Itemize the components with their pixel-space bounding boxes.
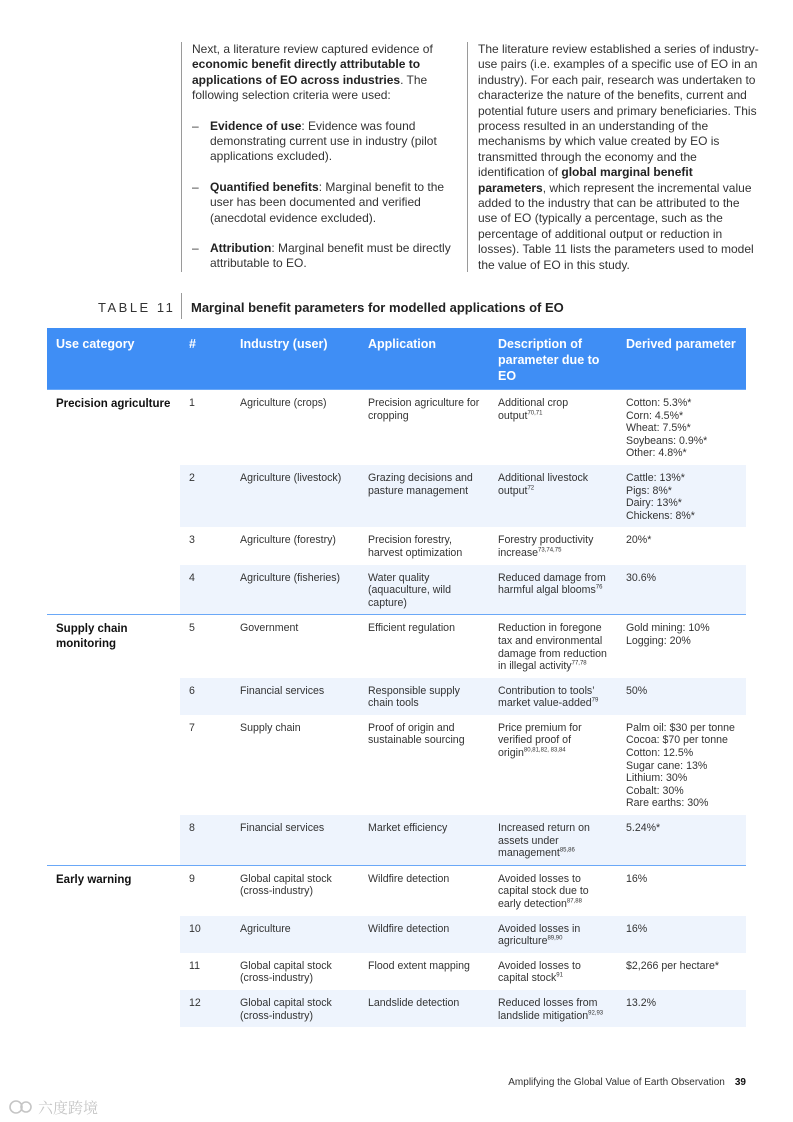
reference-superscript: 85,86: [559, 847, 575, 854]
parameter-line: Chickens: 8%*: [626, 509, 695, 522]
caption-divider: [181, 293, 182, 319]
reference-superscript: 70,71: [527, 410, 543, 417]
table-row: [47, 865, 746, 915]
industry-cell: Agriculture (livestock): [231, 465, 359, 527]
description-cell: [489, 465, 617, 527]
page-footer: [508, 1077, 746, 1088]
derived-parameter-cell: [617, 916, 746, 953]
parameter-line: Rare earths: 30%: [626, 797, 709, 810]
description-cell: [489, 953, 617, 990]
derived-parameter-cell: [617, 615, 746, 678]
description-text: Additional crop output: [498, 397, 569, 422]
reference-superscript: 92,93: [588, 1010, 604, 1017]
parameter-line: Cattle: 13%*: [626, 471, 685, 484]
description-cell: [489, 565, 617, 615]
intro-left-column: [181, 42, 464, 272]
intro-right-column: [467, 42, 760, 272]
marginal-benefit-table: [47, 328, 746, 1027]
use-category-cell: Precision agriculture: [47, 390, 180, 615]
parameter-line: 20%*: [626, 534, 652, 547]
table-row: [47, 390, 746, 465]
parameter-line: Cotton: 12.5%: [626, 747, 694, 760]
header-number: #: [180, 328, 231, 390]
description-cell: [489, 865, 617, 915]
industry-cell: Agriculture (crops): [231, 390, 359, 465]
industry-cell: Global capital stock (cross-industry): [240, 959, 332, 985]
application-cell: Proof of origin and sustainable sourcing: [368, 721, 465, 747]
row-number-cell: 6: [180, 678, 231, 715]
footer-title: Amplifying the Global Value of Earth Observation: [508, 1077, 725, 1088]
parameter-line: Palm oil: $30 per tonne: [626, 721, 735, 734]
reference-superscript: 79: [591, 697, 599, 704]
table-label: TABLE 11: [98, 300, 176, 315]
parameter-line: Gold mining: 10%: [626, 622, 710, 635]
description-text: Increased return on assets under management: [498, 822, 590, 860]
parameter-line: Sugar cane: 13%: [626, 759, 708, 772]
parameter-line: Corn: 4.5%*: [626, 409, 684, 422]
industry-cell: Government: [231, 615, 359, 678]
derived-parameter-cell: [617, 990, 746, 1027]
reference-superscript: 76: [595, 584, 603, 591]
row-number-cell: 10: [180, 916, 231, 953]
industry-cell: Global capital stock (cross-industry): [231, 990, 359, 1027]
derived-parameter-cell: [617, 390, 746, 465]
reference-superscript: 87,88: [566, 898, 582, 905]
parameter-line: Other: 4.8%*: [626, 447, 687, 460]
application-cell: Landslide detection: [359, 990, 489, 1027]
header-derived-parameter: Derived parameter: [617, 328, 746, 390]
derived-parameter-cell: [617, 953, 746, 990]
description-cell: [489, 390, 617, 465]
description-text: Reduction in foregone tax and environmental damage from reduction in illegal activity: [498, 622, 607, 673]
reference-superscript: 72: [527, 485, 535, 492]
application-cell: Precision agriculture for cropping: [359, 390, 489, 465]
application-cell: Responsible supply chain tools: [359, 678, 489, 715]
parameter-line: Soybeans: 0.9%*: [626, 434, 708, 447]
derived-parameter-cell: [617, 715, 746, 815]
industry-cell: Agriculture (forestry): [240, 534, 336, 547]
row-number-cell: 4: [180, 565, 231, 615]
application-cell: Water quality (aquaculture, wild capture): [359, 565, 489, 615]
application-cell: Flood extent mapping: [368, 959, 470, 972]
parameter-line: 13.2%: [626, 996, 657, 1009]
derived-parameter-cell: [617, 865, 746, 915]
parameter-line: Wheat: 7.5%*: [626, 422, 691, 435]
parameter-line: 16%: [626, 872, 648, 885]
header-description: Description of parameter due to EO: [489, 328, 617, 390]
application-cell: Wildfire detection: [359, 916, 489, 953]
parameter-line: Pigs: 8%*: [626, 484, 672, 497]
use-category-cell: Supply chain monitoring: [47, 615, 180, 866]
industry-cell: Financial services: [231, 678, 359, 715]
criterion-quantified-benefits: – Quantified benefits: Marginal benefit to the user has been documented and verified (anecdotal evidence excluded).: [192, 179, 445, 225]
description-cell: [489, 615, 617, 678]
table-title: Marginal benefit parameters for modelled applications of EO: [191, 300, 564, 315]
industry-cell: Supply chain: [240, 721, 301, 734]
header-application: Application: [359, 328, 489, 390]
parameter-line: Cobalt: 30%: [626, 784, 684, 797]
derived-parameter-cell: [617, 815, 746, 865]
description-cell: [489, 715, 617, 815]
row-number-cell: 3: [189, 534, 195, 547]
header-industry: Industry (user): [231, 328, 359, 390]
row-number-cell: 1: [180, 390, 231, 465]
description-text: Avoided losses to capital stock: [498, 959, 581, 985]
table-body: [47, 390, 746, 1028]
parameter-line: Dairy: 13%*: [626, 497, 682, 510]
page-number: 39: [734, 1077, 746, 1088]
application-cell: Wildfire detection: [359, 865, 489, 915]
description-text: Contribution to tools’ market value-added: [498, 684, 595, 710]
description-text: Avoided losses to capital stock due to early detection: [498, 872, 589, 910]
industry-cell: Agriculture (fisheries): [231, 565, 359, 615]
description-text: Avoided losses in agriculture: [498, 922, 581, 948]
parameter-line: 5.24%*: [626, 822, 661, 835]
industry-cell: Agriculture: [231, 916, 359, 953]
description-text: Forestry productivity increase: [498, 534, 594, 559]
description-cell: [489, 678, 617, 715]
description-cell: [489, 916, 617, 953]
description-text: Reduced damage from harmful algal blooms: [498, 571, 606, 597]
application-cell: Market efficiency: [359, 815, 489, 865]
application-cell: Precision forestry, harvest optimization: [368, 534, 463, 559]
application-cell: Grazing decisions and pasture management: [359, 465, 489, 527]
description-text: Price premium for verified proof of origin: [498, 721, 582, 760]
description-text: Reduced losses from landslide mitigation: [498, 996, 598, 1022]
derived-parameter-cell: [617, 678, 746, 715]
parameter-line: Cocoa: $70 per tonne: [626, 734, 728, 747]
row-number-cell: 2: [180, 465, 231, 527]
watermark-logo: [8, 1094, 108, 1120]
header-use-category: Use category: [47, 328, 180, 390]
row-number-cell: 7: [189, 721, 195, 734]
table-caption: [98, 300, 564, 315]
description-text: Additional livestock output: [498, 471, 589, 497]
intro-left-paragraph: Next, a literature review captured evidence of economic benefit directly attributable to applications of EO across industries. The following selection criteria were used:: [192, 42, 433, 103]
description-cell: [489, 527, 617, 564]
watermark-text: 六度跨境: [38, 1099, 99, 1117]
parameter-line: Cotton: 5.3%*: [626, 397, 692, 409]
criterion-evidence-of-use: – Evidence of use: Evidence was found demonstrating current use in industry (pilot applications excluded).: [192, 118, 437, 164]
derived-parameter-cell: [617, 465, 746, 527]
industry-cell: Global capital stock (cross-industry): [231, 865, 359, 915]
parameter-line: 30.6%: [626, 571, 657, 584]
criterion-attribution: – Attribution: Marginal benefit must be directly attributable to EO.: [192, 241, 451, 271]
reference-superscript: 73,74,75: [538, 547, 562, 554]
parameter-line: 50%: [626, 684, 648, 697]
description-cell: [489, 815, 617, 865]
row-number-cell: 12: [180, 990, 231, 1027]
parameter-line: Lithium: 30%: [626, 772, 688, 785]
reference-superscript: 77,78: [571, 660, 587, 667]
reference-superscript: 91: [556, 972, 563, 979]
row-number-cell: 5: [180, 615, 231, 678]
parameter-line: Logging: 20%: [626, 634, 691, 647]
table-row: [47, 615, 746, 678]
row-number-cell: 8: [180, 815, 231, 865]
industry-cell: Financial services: [231, 815, 359, 865]
table-header-row: [47, 328, 746, 390]
reference-superscript: 89,90: [547, 935, 563, 942]
row-number-cell: 11: [189, 959, 200, 972]
description-cell: [489, 990, 617, 1027]
parameter-line: 16%: [626, 922, 648, 935]
reference-superscript: 80,81,82, 83,84: [523, 747, 566, 754]
derived-parameter-cell: [617, 565, 746, 615]
use-category-cell: Early warning: [47, 865, 180, 1027]
intro-right-paragraph: The literature review established a series of industry-use pairs (i.e. examples of a specific use of EO in an industry). For each pair, research was undertaken to characterize the nature of the benefits, current and potential future users and primary beneficiaries. This process resulted in an understanding of the mechanisms by which value created by EO is transmitted through the economy and the identification of global marginal benefit parameters, which represent the incremental value added to the industry that can be attributed to the use of EO (typically a percentage, such as the percentage of additional output or reduction in losses). Table 11 lists the parameters used to model the value of EO in this study.: [478, 42, 759, 272]
derived-parameter-cell: [617, 527, 746, 564]
parameter-line: $2,266 per hectare*: [626, 959, 720, 972]
application-cell: Efficient regulation: [359, 615, 489, 678]
row-number-cell: 9: [180, 865, 231, 915]
